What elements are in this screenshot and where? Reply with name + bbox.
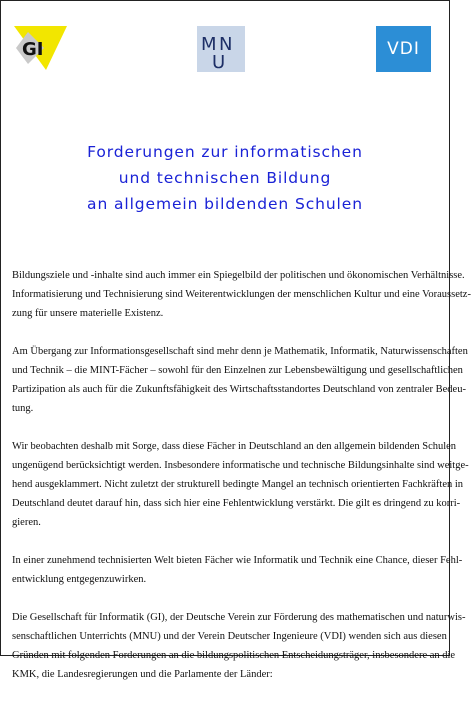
paragraph-4 [12,551,463,589]
title-line-2: und technischen Bildung [118,169,332,187]
vdi-logo [376,26,431,72]
text-line: Wir beobachten deshalb mit Sorge, dass diese Fächer in Deutschland an den allgemein bildenden Schulen [12,441,457,452]
svg-text:GI: GI [22,39,44,60]
text-line: Informatisierung und Technisierung sind Weiterentwicklungen der menschlichen Kultur und eine Voraussetz- [12,289,471,300]
paragraph-5 [12,608,466,684]
document-title [1,139,449,217]
text-line: Partizipation als auch für die Zukunftsfähigkeit des Wirtschaftsstandortes Deutschland von zentraler Bedeu- [12,384,466,395]
svg-text:U: U [212,52,226,73]
text-line: Bildungsziele und -inhalte sind auch immer ein Spiegelbild der politischen und ökonomischen Verhältnisse. [12,270,465,281]
text-line: In einer zunehmend technisierten Welt bieten Fächer wie Informatik und Technik eine Chance, dieser Fehl- [12,555,463,566]
text-line: Die Gesellschaft für Informatik (GI), der Deutsche Verein zur Förderung des mathematischen und naturwis- [12,612,466,623]
paragraph-1 [12,266,471,323]
text-line: und Technik – die MINT-Fächer – sowohl für den Einzelnen zur Lebensbewältigung und gesellschaftlichen [12,365,463,376]
text-line: ungenügend berücksichtigt werden. Insbesondere informatische und technische Bildungsinhalte sind weitge- [12,460,469,471]
text-line: gieren. [12,517,41,528]
text-line: tung. [12,403,34,414]
svg-text:M: M [201,34,217,55]
document-body [12,266,471,703]
paragraph-3 [12,437,469,532]
text-line: hend ausgeklammert. Nicht zuletzt der strukturell bedingte Mangel an technisch orientierten Fachkräften in [12,479,464,490]
gi-logo [14,26,67,70]
text-line: senschaftlichen Unterrichts (MNU) und der Verein Deutscher Ingenieure (VDI) wenden sich aus diesen [12,631,447,642]
text-line: KMK, die Landesregierungen und die Parlamente der Länder: [12,669,273,680]
svg-text:N: N [219,34,233,55]
title-line-3: an allgemein bildenden Schulen [87,195,363,213]
title-line-1: Forderungen zur informatischen [87,143,363,161]
paragraph-2 [12,342,468,418]
vdi-logo-text: VDI [387,39,420,59]
text-line: zung für unsere materielle Existenz. [12,308,164,319]
text-line: Am Übergang zur Informationsgesellschaft sind mehr denn je Mathematik, Informatik, Naturwissenschaften [12,346,468,357]
text-line: entwicklung entgegenzuwirken. [12,574,147,585]
text-line: Gründen mit folgenden Forderungen an die bildungspolitischen Entscheidungsträger, insbesondere an die [12,650,456,661]
text-line: Deutschland deutet darauf hin, dass sich hier eine Fehlentwicklung verstärkt. Die gilt es dringend zu korri- [12,498,461,509]
mnu-logo [197,26,245,72]
